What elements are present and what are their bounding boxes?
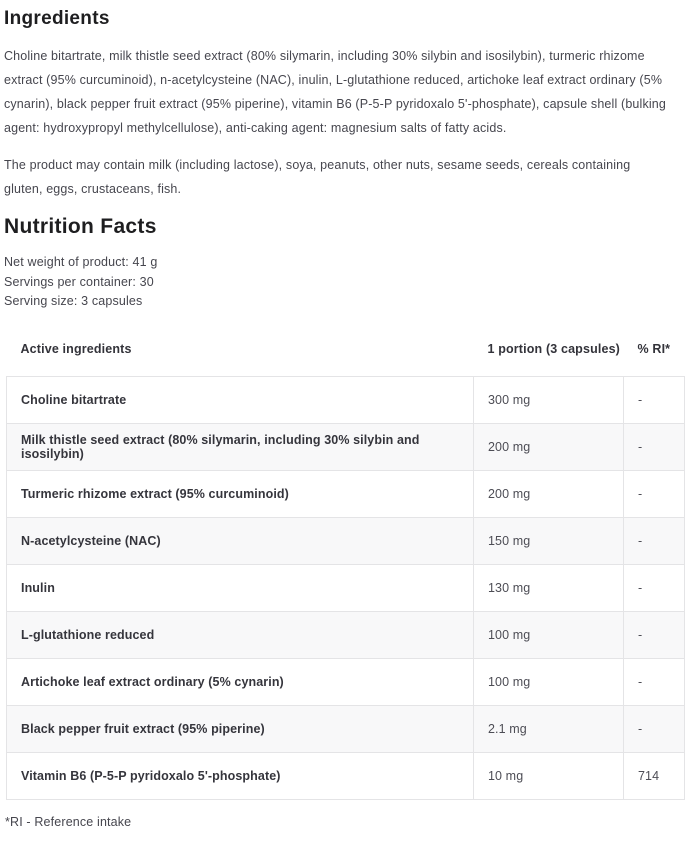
table-row xyxy=(7,376,685,423)
ingredient-amount-cell: 300 mg xyxy=(474,376,624,423)
ingredient-amount-cell: 200 mg xyxy=(474,423,624,470)
ingredient-amount-cell: 2.1 mg xyxy=(474,705,624,752)
ingredient-name-cell: L-glutathione reduced xyxy=(7,611,474,658)
table-row xyxy=(7,752,685,799)
ingredient-name-cell: Artichoke leaf extract ordinary (5% cynarin) xyxy=(7,658,474,705)
nutrition-table xyxy=(6,312,685,800)
nutrition-table-body xyxy=(7,376,685,799)
ingredient-amount-cell: 10 mg xyxy=(474,752,624,799)
ingredient-name-cell: Milk thistle seed extract (80% silymarin, including 30% silybin and isosilybin) xyxy=(7,423,474,470)
ingredient-ri-cell: - xyxy=(624,658,685,705)
table-row xyxy=(7,423,685,470)
table-row xyxy=(7,705,685,752)
nutrition-facts-heading: Nutrition Facts xyxy=(4,215,157,238)
ingredient-name-cell: Black pepper fruit extract (95% piperine) xyxy=(7,705,474,752)
ingredient-ri-cell: - xyxy=(624,611,685,658)
ingredient-ri-cell: - xyxy=(624,564,685,611)
ri-footnote: *RI - Reference intake xyxy=(5,814,132,829)
col-header-active-ingredients: Active ingredients xyxy=(7,312,474,377)
ingredient-name-cell: Choline bitartrate xyxy=(7,376,474,423)
serving-info-block xyxy=(4,253,668,312)
table-row xyxy=(7,564,685,611)
ingredient-ri-cell: - xyxy=(624,470,685,517)
ingredient-amount-cell: 130 mg xyxy=(474,564,624,611)
table-header-row xyxy=(7,312,685,377)
allergen-warning-text: The product may contain milk (including lactose), soya, peanuts, other nuts, sesame seeds, cereals containing gluten, eggs, crustaceans, fish. xyxy=(4,158,631,196)
ingredient-amount-cell: 100 mg xyxy=(474,611,624,658)
table-row xyxy=(7,611,685,658)
ingredient-amount-cell: 200 mg xyxy=(474,470,624,517)
ingredient-ri-cell: - xyxy=(624,423,685,470)
net-weight-line: Net weight of product: 41 g xyxy=(4,255,158,269)
ingredients-text: Choline bitartrate, milk thistle seed extract (80% silymarin, including 30% silybin and isosilybin), turmeric rhizome extract (95% curcuminoid), n-acetylcysteine (NAC), inulin, L-glutathione reduced, artichoke leaf extract ordinary (5% cynarin), black pepper fruit extract (95% piperine), vitamin B6 (P-5-P pyridoxalo 5'-phosphate), capsule shell (bulking agent: hydroxypropyl methylcellulose), anti-caking agent: magnesium salts of fatty acids. xyxy=(4,49,666,135)
servings-per-container-line: Servings per container: 30 xyxy=(4,274,154,289)
ingredient-ri-cell: 714 xyxy=(624,752,685,799)
ingredient-ri-cell: - xyxy=(624,517,685,564)
ingredient-amount-cell: 100 mg xyxy=(474,658,624,705)
table-row xyxy=(7,470,685,517)
col-header-portion: 1 portion (3 capsules) xyxy=(474,312,624,377)
ingredient-name-cell: N-acetylcysteine (NAC) xyxy=(7,517,474,564)
ingredient-ri-cell: - xyxy=(624,376,685,423)
ingredient-name-cell: Vitamin B6 (P-5-P pyridoxalo 5'-phosphate) xyxy=(7,752,474,799)
table-row xyxy=(7,517,685,564)
table-row xyxy=(7,658,685,705)
ingredients-heading: Ingredients xyxy=(4,8,110,29)
ingredient-name-cell: Inulin xyxy=(7,564,474,611)
ingredient-amount-cell: 150 mg xyxy=(474,517,624,564)
serving-size-line: Serving size: 3 capsules xyxy=(4,294,143,308)
ingredient-ri-cell: - xyxy=(624,705,685,752)
col-header-ri: % RI* xyxy=(624,312,685,377)
ingredient-name-cell: Turmeric rhizome extract (95% curcuminoid) xyxy=(7,470,474,517)
